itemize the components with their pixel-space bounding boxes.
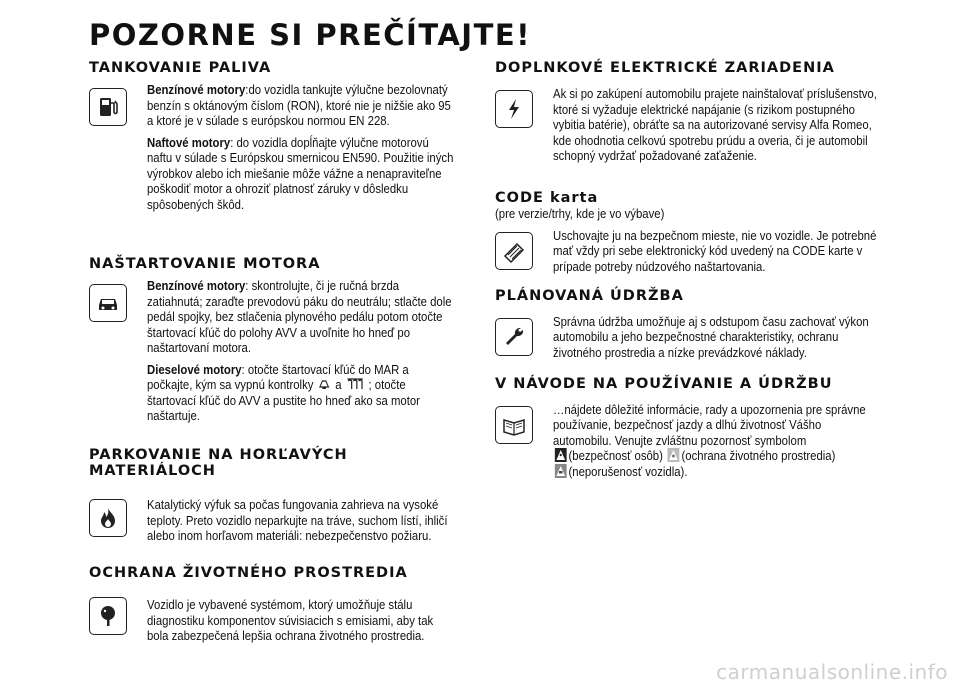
code-subtitle: (pre verzie/trhy, kde je vo výbave) [495, 206, 665, 221]
electric-section [495, 86, 895, 190]
parking-heading: PARKOVANIE NA HORĽAVÝCH MATERIÁLOCH [89, 447, 348, 479]
left-column [89, 56, 474, 655]
vehicle-integrity-warning-icon [555, 464, 567, 478]
start-petrol-label: Benzínové motory [147, 278, 246, 293]
fuel-petrol-label: Benzínové motory [147, 82, 246, 97]
fuel-diesel-label: Naftové motory [147, 134, 231, 150]
book-icon [495, 406, 533, 444]
electric-heading: DOPLNKOVÉ ELEKTRICKÉ ZARIADENIA [495, 60, 835, 76]
manual-sym1-text: (bezpečnosť osôb) [568, 448, 663, 463]
maintenance-section [495, 314, 895, 374]
lightning-icon [495, 90, 533, 128]
fuel-heading: TANKOVANIE PALIVA [89, 60, 272, 76]
environment-warning-icon [668, 448, 680, 462]
start-diesel-text-b: a [335, 377, 342, 392]
right-column [495, 56, 895, 492]
env-text: Vozidlo je vybavené systémom, ktorý umožňuje stálu diagnostiku komponentov súvisiacich s emisiami, aby tak bola zabezpečená lepšia ochrana životného prostredia. [147, 597, 434, 643]
maintenance-heading: PLÁNOVANÁ ÚDRŽBA [495, 287, 684, 304]
fuel-pump-icon [89, 88, 127, 126]
page-title: POZORNE SI PREČÍTAJTE! [89, 18, 531, 52]
preheat-coil-icon [346, 377, 363, 391]
fire-icon [89, 499, 127, 537]
fuel-section [89, 82, 474, 252]
manual-sym2-text: (ochrana životného prostredia) [681, 448, 836, 463]
maintenance-text: Správna údržba umožňuje aj s odstupom času zachovať výkon automobilu a jeho bezpečnostné charakteristiky, ochranu životného prostredia a nízke prevádzkové náklady. [553, 313, 869, 360]
car-icon [89, 284, 127, 322]
manual-section [495, 402, 895, 492]
electric-text: Ak si po zakúpení automobilu prajete nainštalovať príslušenstvo, ktoré si vyžaduje elektrické napájanie (s rizikom postupného vybitia batérie), obráťte sa na autorizované servisy Alfa Romeo, kde ohodnotia celkovú spotrebu prúdu a overia, či je automobil schopný vydržať požadované zaťaženie. [553, 86, 877, 163]
start-diesel-text-a: : otočte štartovací kľúč do MAR a počkajte, kým sa vypnú kontrolky [147, 361, 409, 392]
code-text: Uschovajte ju na bezpečnom mieste, nie vo vozidle. Je potrebné mať vždy pri sebe elektronický kód uvedený na CODE karte v prípade potreby núdzového naštartovania. [553, 227, 877, 274]
person-safety-warning-icon [555, 448, 567, 462]
start-diesel-text-c: ; otočte štartovací kľúč do AVV a pustite ho hneď ako sa motor naštartuje. [147, 377, 420, 423]
manual-text: …nájdete dôležité informácie, rady a upozornenia pre správne používanie, bezpečnosť jazdy a dlhú životnosť Vášho automobilu. Venujte zvláštnu pozornosť symbolom [553, 401, 866, 448]
parking-section [89, 493, 474, 559]
start-petrol-text: : skontrolujte, či je ručná brzda zatiahnutá; zaraďte prevodovú páku do neutrálu; stlačte dole pedál spojky, bez stlačenia plynového pedálu potom otočte štartovací kľúč do polohy AVV a uvoľnite ho hneď po naštartovaní motora. [147, 278, 452, 355]
watermark-footer: carmanualsonline.info [716, 660, 948, 684]
start-section [89, 278, 474, 443]
start-diesel-label: Dieselové motory [147, 361, 242, 377]
fuel-diesel-text: : do vozidla dopĺňajte výlučne motorovú naftu v súlade s Európskou smernicou EN590. Použitie iných výrobkov alebo ich miešanie môže vážne a nenapraviteľne poškodiť motor a ohroziť platnosť záruky v dôsledku spôsobených škôd. [147, 134, 454, 212]
code-heading: CODE karta [495, 190, 599, 206]
wrench-icon [495, 318, 533, 356]
fuel-petrol-text: :do vozidla tankujte výlučne bezolovnatý benzín s oktánovým číslom (RON), ktoré nie je nižšie ako 95 a ktoré je v súlade s európskou normou EN 228. [147, 82, 451, 128]
card-icon [495, 232, 533, 270]
parking-text: Katalytický výfuk sa počas fungovania zahrieva na vysoké teploty. Preto vozidlo neparkujte na tráve, suchom lístí, ihličí alebo inom horľavom materiáli: nebezpečenstvo požiaru. [147, 497, 448, 543]
manual-heading: V NÁVODE NA POUŽÍVANIE A ÚDRŽBU [495, 375, 833, 392]
glow-plug-warning-icon [318, 377, 330, 391]
code-section [495, 228, 895, 286]
tree-icon [89, 597, 127, 635]
env-heading: OCHRANA ŽIVOTNÉHO PROSTREDIA [89, 565, 408, 581]
start-heading: NAŠTARTOVANIE MOTORA [89, 256, 321, 272]
env-section [89, 589, 474, 655]
manual-sym3-text: (neporušenosť vozidla). [568, 463, 688, 479]
